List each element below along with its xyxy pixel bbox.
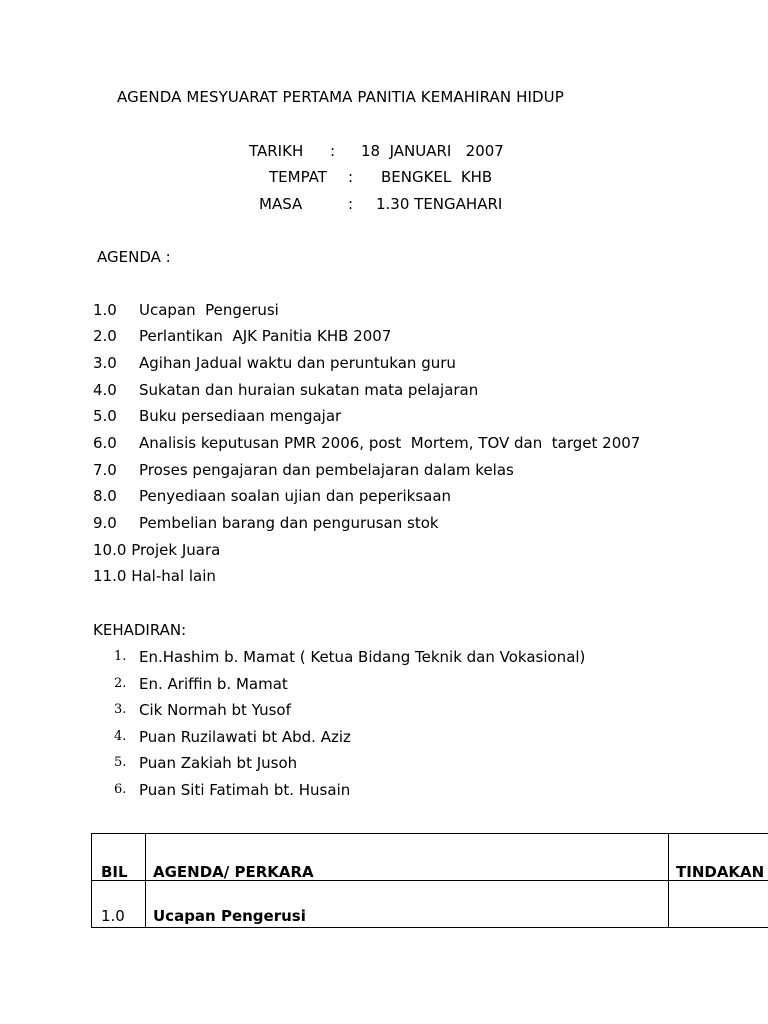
attendee-name: Puan Zakiah bt Jusoh <box>139 754 298 772</box>
document-title: AGENDA MESYUARAT PERTAMA PANITIA KEMAHIRAN HIDUP <box>117 88 564 106</box>
attendee-name: Cik Normah bt Yusof <box>139 701 291 719</box>
meta-tarikh-colon: : <box>330 142 336 160</box>
agenda-item-number: 9.0 <box>93 514 117 532</box>
attendee-number: 5. <box>114 755 127 770</box>
agenda-item-number: 3.0 <box>93 354 117 372</box>
meta-tempat-colon: : <box>348 168 354 186</box>
table-header-agenda: AGENDA/ PERKARA <box>153 863 314 881</box>
agenda-item-number: 5.0 <box>93 407 117 425</box>
attendee-name: Puan Siti Fatimah bt. Husain <box>139 781 351 799</box>
attendee-number: 1. <box>114 649 127 664</box>
attendee-number: 3. <box>114 702 127 717</box>
table-header-tindakan: TINDAKAN <box>676 863 765 881</box>
meta-masa-colon: : <box>348 195 354 213</box>
meta-masa-value: 1.30 TENGAHARI <box>376 195 503 213</box>
agenda-item-text: Agihan Jadual waktu dan peruntukan guru <box>139 354 456 372</box>
agenda-item-number: 1.0 <box>93 301 117 319</box>
agenda-item-text: Penyediaan soalan ujian dan peperiksaan <box>139 487 452 505</box>
attendee-number: 4. <box>114 729 127 744</box>
agenda-item-number: 7.0 <box>93 461 117 479</box>
agenda-item-text: Pembelian barang dan pengurusan stok <box>139 514 439 532</box>
agenda-item-text: Analisis keputusan PMR 2006, post Mortem, TOV dan target 2007 <box>139 434 641 452</box>
meta-tarikh-value: 18 JANUARI 2007 <box>361 142 504 160</box>
agenda-table <box>91 833 768 928</box>
kehadiran-heading: KEHADIRAN: <box>93 621 187 639</box>
table-row-agenda: Ucapan Pengerusi <box>153 907 306 925</box>
attendee-number: 2. <box>114 676 127 691</box>
attendee-name: En.Hashim b. Mamat ( Ketua Bidang Teknik dan Vokasional) <box>139 648 586 666</box>
table-header-bil: BIL <box>101 863 128 881</box>
agenda-item-number: 11.0 <box>93 567 127 585</box>
agenda-item-text: Buku persediaan mengajar <box>139 407 342 425</box>
attendee-name: Puan Ruzilawati bt Abd. Aziz <box>139 728 351 746</box>
agenda-item <box>93 541 220 559</box>
agenda-item-number: 2.0 <box>93 327 117 345</box>
meta-tarikh-label: TARIKH <box>249 142 304 160</box>
agenda-item-text: Proses pengajaran dan pembelajaran dalam kelas <box>139 461 514 479</box>
agenda-heading: AGENDA : <box>97 248 171 266</box>
agenda-item-number: 10.0 <box>93 541 127 559</box>
meta-masa-label: MASA <box>259 195 303 213</box>
agenda-item-text: Hal-hal lain <box>131 567 216 585</box>
agenda-item <box>93 567 216 585</box>
table-row-bil: 1.0 <box>101 907 125 925</box>
attendee-name: En. Ariffin b. Mamat <box>139 675 288 693</box>
meta-tempat-label: TEMPAT <box>269 168 327 186</box>
agenda-item-number: 6.0 <box>93 434 117 452</box>
agenda-item-text: Projek Juara <box>131 541 221 559</box>
attendee-number: 6. <box>114 782 127 797</box>
agenda-item-text: Ucapan Pengerusi <box>139 301 279 319</box>
agenda-item-number: 4.0 <box>93 381 117 399</box>
agenda-item-text: Sukatan dan huraian sukatan mata pelajaran <box>139 381 479 399</box>
agenda-item-text: Perlantikan AJK Panitia KHB 2007 <box>139 327 392 345</box>
meta-tempat-value: BENGKEL KHB <box>381 168 493 186</box>
agenda-item-number: 8.0 <box>93 487 117 505</box>
